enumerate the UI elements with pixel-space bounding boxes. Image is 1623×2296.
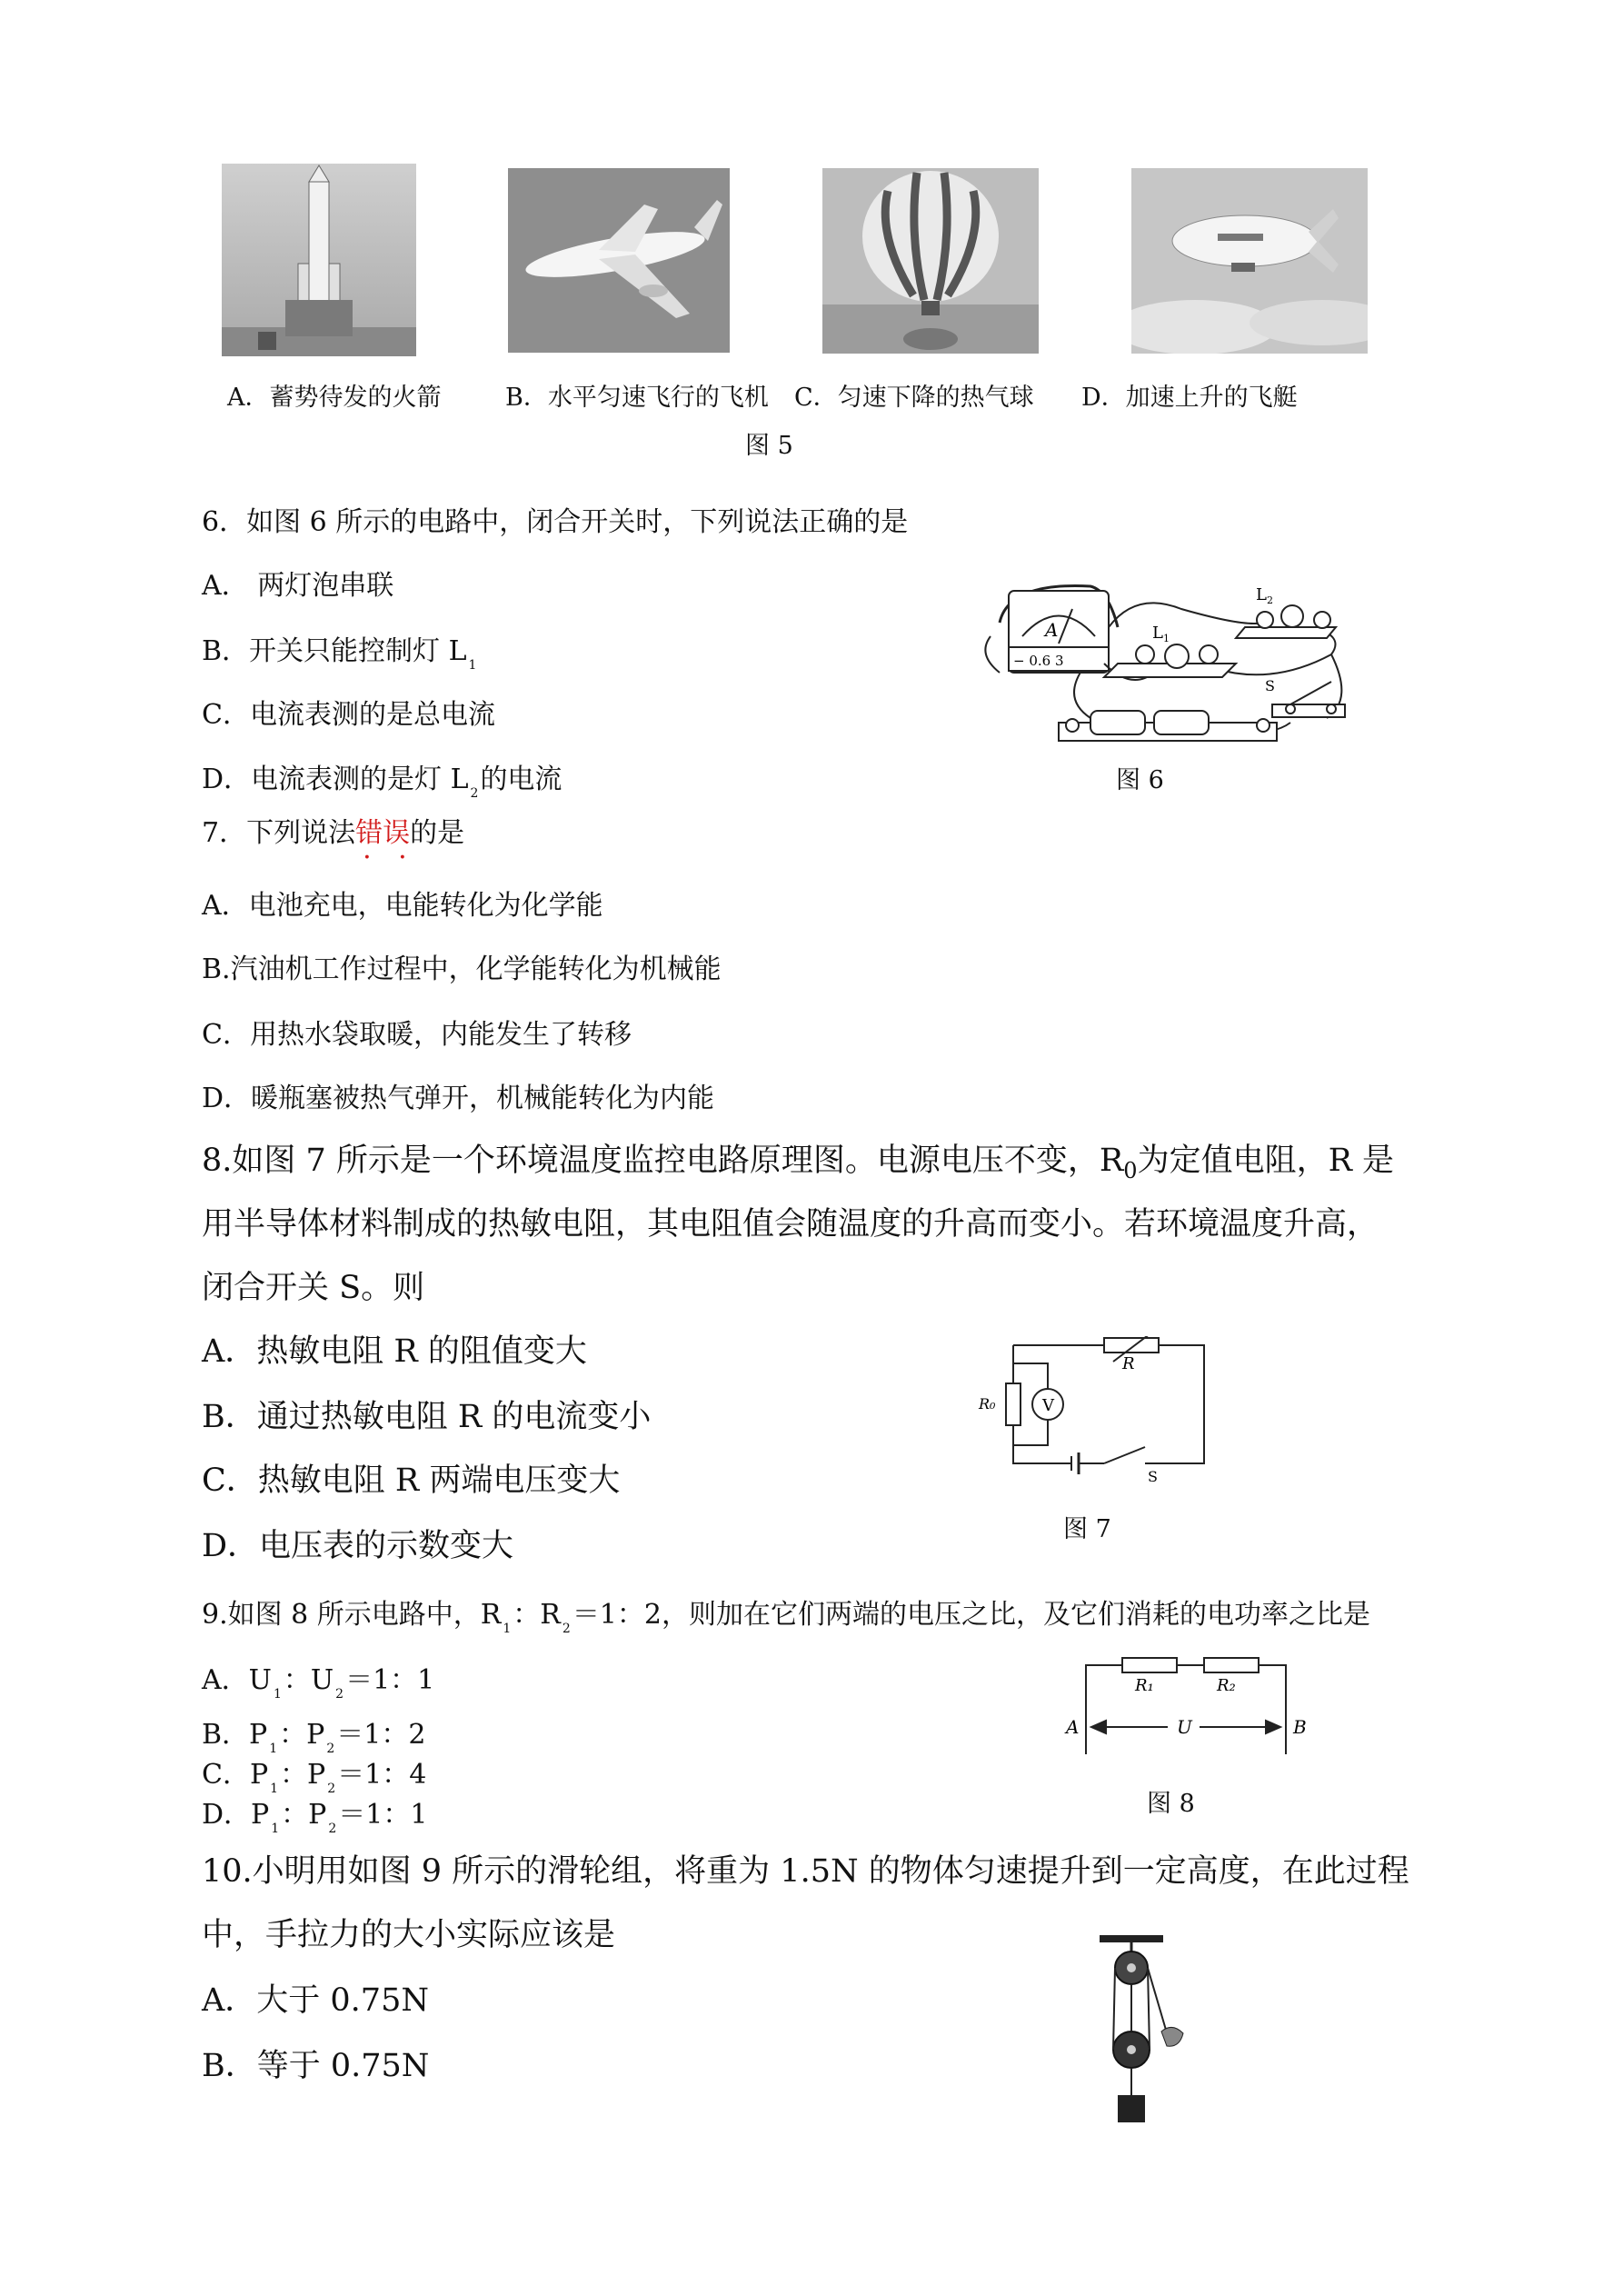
q10-line-1: 10.小明用如图 9 所示的滑轮组，将重为 1.5N 的物体匀速提升到一定高度，在此过程 [202, 1853, 1409, 1890]
airship-photo [1131, 168, 1368, 354]
figure-8-a-label: A [1066, 1716, 1080, 1738]
q9-option-b-post: ＝1：2 [336, 1719, 426, 1751]
figure-7-switch-label: S [1148, 1468, 1158, 1485]
q6-option-d [202, 766, 562, 800]
figure-6-ammeter-scale: − 0.6 3 [1013, 653, 1064, 669]
q9-option-c-post: ＝1：4 [337, 1759, 427, 1791]
figure-7-voltmeter-label: V [1042, 1396, 1054, 1415]
figure-8-b-label: B [1293, 1716, 1307, 1738]
q8-option-d: D．电压表的示数变大 [202, 1528, 514, 1564]
q9-option-b [202, 1719, 426, 1756]
pulley-system-figure [1081, 1932, 1200, 2131]
q9-stem-a: 9.如图 8 所示电路中，R [202, 1599, 502, 1631]
q8-option-a: A．热敏电阻 R 的阻值变大 [202, 1333, 587, 1370]
q9-option-c-sub-1: 1 [270, 1782, 279, 1796]
q9-option-d [202, 1799, 428, 1836]
hot-air-balloon-photo [822, 168, 1039, 354]
q9-option-b-mid: ：P [279, 1719, 325, 1751]
figure-6-l2-label: $L_2$ [1256, 585, 1273, 606]
q8-line-1 [202, 1145, 1394, 1182]
q7-stem-emphasis: 错误 · · [355, 817, 410, 849]
q7-option-b: B.汽油机工作过程中，化学能转化为机械能 [202, 953, 722, 985]
q8-line-2: 用半导体材料制成的热敏电阻，其电阻值会随温度的升高而变小。若环境温度升高， [202, 1206, 1379, 1243]
q9-option-a-post: ＝1：1 [345, 1664, 435, 1696]
figure-8-r1-label: R₁ [1135, 1676, 1154, 1695]
figure-8-label: 图 8 [1147, 1790, 1195, 1818]
figure-5-caption-d: D．加速上升的飞艇 [1081, 384, 1298, 412]
airship-icon [1131, 168, 1368, 354]
figure-5-label: 图 5 [745, 432, 793, 460]
q9-stem-sub-1: 1 [503, 1622, 512, 1636]
airplane-icon [508, 168, 730, 353]
q9-option-d-sub-2: 2 [328, 1822, 337, 1836]
q9-option-a-sub-2: 2 [335, 1687, 344, 1702]
q6-stem: 6．如图 6 所示的电路中，闭合开关时，下列说法正确的是 [202, 506, 909, 538]
figure-7-r-label: R [1122, 1354, 1135, 1373]
q8-option-c: C．热敏电阻 R 两端电压变大 [202, 1462, 621, 1499]
q9-option-a [202, 1664, 435, 1702]
figure-8-u-label: U [1177, 1716, 1192, 1738]
q7-stem-pre: 7．下列说法 [202, 817, 356, 849]
q9-option-b-sub-2: 2 [326, 1742, 335, 1756]
figure-8-circuit [1059, 1654, 1313, 1763]
rocket-photo [222, 164, 416, 356]
q6-option-a: A． 两灯泡串联 [202, 570, 394, 602]
figure-6-ammeter-label: A [1045, 619, 1059, 641]
q8-line-1-sub: 0 [1123, 1158, 1138, 1183]
figure-5-caption-a: A．蓄势待发的火箭 [227, 384, 442, 412]
q9-option-d-sub-1: 1 [271, 1822, 280, 1836]
q6-option-c: C．电流表测的是总电流 [202, 699, 495, 731]
q10-option-b: B．等于 0.75N [202, 2048, 430, 2084]
q7-option-a: A．电池充电，电能转化为化学能 [202, 890, 603, 922]
q7-stem [202, 817, 465, 849]
figure-5-caption-b: B．水平匀速飞行的飞机 [505, 384, 769, 412]
rocket-icon [222, 164, 416, 356]
q9-option-d-post: ＝1：1 [338, 1799, 428, 1831]
q9-option-d-pre: D．P [202, 1799, 270, 1831]
q9-option-c-pre: C．P [202, 1759, 269, 1791]
figure-6-circuit [972, 573, 1354, 745]
q7-stem-post: 的是 [410, 817, 465, 849]
q9-option-a-sub-1: 1 [273, 1687, 282, 1702]
q9-option-d-mid: ：P [281, 1799, 327, 1831]
figure-8-r2-label: R₂ [1217, 1676, 1236, 1695]
q8-line-1-post: 为定值电阻，R 是 [1137, 1143, 1395, 1179]
q9-option-b-sub-1: 1 [269, 1742, 278, 1756]
q9-option-c [202, 1759, 427, 1796]
figure-6-l1-label: $L_1$ [1152, 624, 1170, 644]
q9-stem-c: ＝1：2，则加在它们两端的电压之比，及它们消耗的电功率之比是 [572, 1599, 1370, 1631]
q7-option-d: D．暖瓶塞被热气弹开，机械能转化为内能 [202, 1083, 715, 1114]
airplane-photo [508, 168, 730, 353]
q6-option-b [202, 635, 478, 673]
figure-7-circuit [977, 1336, 1222, 1491]
q8-line-1-pre: 8.如图 7 所示是一个环境温度监控电路原理图。电源电压不变，R [202, 1143, 1124, 1179]
hot-air-balloon-icon [822, 168, 1039, 354]
q9-option-c-mid: ：P [280, 1759, 326, 1791]
q9-stem-sub-2: 2 [562, 1622, 571, 1636]
q9-stem [202, 1599, 1370, 1636]
figure-6-switch-label: S [1265, 677, 1275, 694]
q9-option-a-mid: ：U [283, 1664, 334, 1696]
q8-line-3: 闭合开关 S。则 [202, 1270, 425, 1306]
q9-option-b-pre: B．P [202, 1719, 268, 1751]
q8-option-b: B．通过热敏电阻 R 的电流变小 [202, 1399, 652, 1435]
q7-option-c: C．用热水袋取暖，内能发生了转移 [202, 1019, 632, 1051]
q9-stem-b: ：R [513, 1599, 561, 1631]
figure-7-r0-label: R₀ [979, 1395, 996, 1413]
q6-option-b-sub: 1 [468, 658, 477, 673]
q10-line-2: 中，手拉力的大小实际应该是 [202, 1917, 616, 1953]
figure-7-label: 图 7 [1063, 1515, 1111, 1543]
q6-option-d-sub: 2 [470, 786, 479, 801]
q6-option-d-text: D．电流表测的是灯 L [202, 764, 469, 795]
q10-option-a: A．大于 0.75N [202, 1982, 429, 2019]
figure-6-label: 图 6 [1116, 766, 1164, 794]
q9-option-a-pre: A．U [202, 1664, 272, 1696]
q6-option-b-text: B．开关只能控制灯 L [202, 635, 467, 667]
q6-option-d-post: 的电流 [480, 764, 563, 795]
figure-5-caption-c: C．匀速下降的热气球 [794, 384, 1034, 412]
q9-option-c-sub-2: 2 [327, 1782, 336, 1796]
